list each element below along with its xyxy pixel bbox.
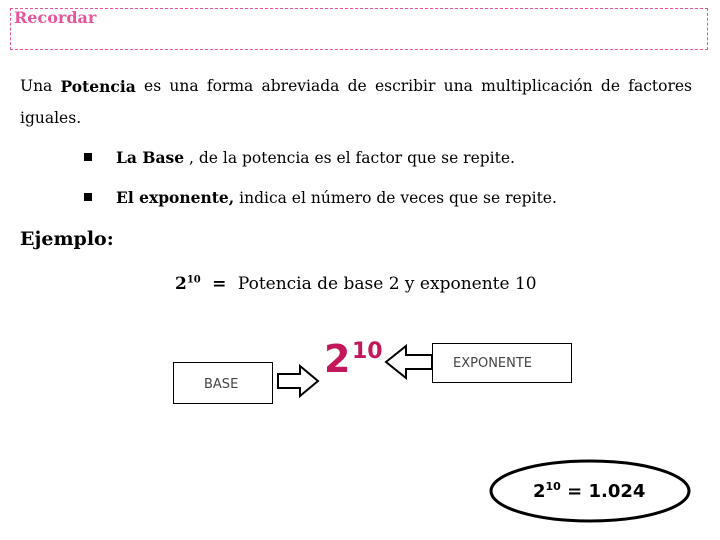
bullet-item-base	[116, 150, 515, 167]
formula-base: 2	[175, 274, 187, 294]
base-label: BASE	[204, 377, 239, 392]
formula-equals: =	[212, 274, 227, 294]
left-arrow-icon	[384, 344, 434, 380]
intro-word: multiplicación	[481, 77, 593, 95]
big-power-exponent: 10	[352, 339, 383, 364]
formula-exponent: 10	[186, 274, 201, 286]
result-exponent: 10	[545, 480, 561, 493]
bullet-term: El exponente,	[116, 188, 235, 207]
intro-word-potencia: Potencia	[60, 77, 136, 96]
recordar-header-box	[10, 8, 708, 50]
intro-word: es	[144, 77, 162, 95]
intro-word: de	[600, 77, 620, 95]
result-equation	[533, 480, 645, 502]
big-power-base: 2	[324, 337, 351, 381]
example-heading: Ejemplo:	[20, 228, 114, 250]
bullet-term: La Base	[116, 148, 185, 167]
header-title: Recordar	[14, 8, 97, 27]
intro-line-2: iguales.	[20, 109, 82, 127]
square-bullet-icon	[84, 153, 92, 161]
result-base: 2	[533, 481, 546, 502]
intro-word: una	[169, 77, 199, 95]
intro-word: forma	[206, 77, 254, 95]
bullet-text: , de la potencia es el factor que se repite.	[184, 149, 515, 167]
intro-line-1	[20, 79, 692, 95]
exponent-label: EXPONENTE	[453, 356, 533, 371]
intro-word: una	[443, 77, 473, 95]
bullet-text: indica el número de veces que se repite.	[234, 189, 557, 207]
square-bullet-icon	[84, 193, 92, 201]
intro-word: Una	[20, 77, 53, 95]
intro-word: abreviada	[261, 77, 340, 95]
example-formula	[175, 274, 537, 294]
right-arrow-icon	[276, 364, 320, 398]
intro-word: escribir	[374, 77, 436, 95]
formula-description: Potencia de base 2 y exponente 10	[237, 274, 537, 294]
intro-word: de	[347, 77, 367, 95]
result-value: = 1.024	[560, 481, 646, 502]
bullet-item-exponente	[116, 190, 557, 207]
intro-word: factores	[628, 77, 692, 95]
